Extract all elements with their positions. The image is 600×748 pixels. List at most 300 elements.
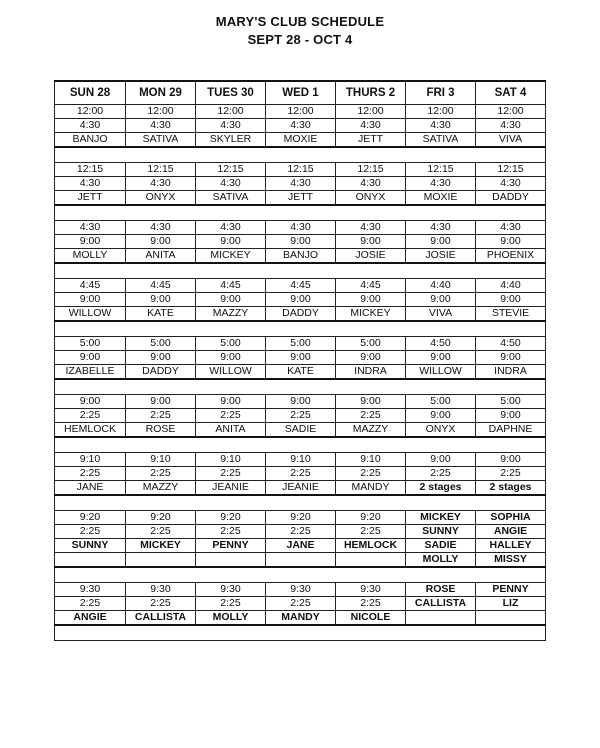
spacer-cell xyxy=(126,321,196,337)
time-cell: 9:00 xyxy=(406,453,476,467)
performer-cell: MICKEY xyxy=(196,249,266,264)
time-cell: 2:25 xyxy=(336,597,406,611)
spacer-cell xyxy=(126,625,196,641)
end-time-row xyxy=(55,235,546,249)
performer-cell: SADIE xyxy=(406,539,476,553)
time-cell: 9:00 xyxy=(55,351,126,365)
spacer-row xyxy=(55,205,546,221)
time-cell: 12:00 xyxy=(336,105,406,119)
empty-cell xyxy=(126,553,196,568)
time-cell: 4:50 xyxy=(406,337,476,351)
end-time-row xyxy=(55,597,546,611)
time-cell: 9:00 xyxy=(196,395,266,409)
spacer-cell xyxy=(196,379,266,395)
start-time-row xyxy=(55,337,546,351)
end-time-row xyxy=(55,351,546,365)
time-cell: 2:25 xyxy=(55,467,126,481)
performer-cell: MAZZY xyxy=(336,423,406,438)
day-header-row xyxy=(55,81,546,105)
empty-cell xyxy=(55,553,126,568)
performer-cell: BANJO xyxy=(55,133,126,148)
empty-cell xyxy=(266,553,336,568)
time-cell: 9:00 xyxy=(55,395,126,409)
spacer-cell xyxy=(266,495,336,511)
performer-cell: SATIVA xyxy=(126,133,196,148)
spacer-cell xyxy=(336,567,406,583)
time-cell: 9:30 xyxy=(55,583,126,597)
time-cell: 9:20 xyxy=(266,511,336,525)
time-cell: 2:25 xyxy=(406,467,476,481)
performer-cell: MOLLY xyxy=(196,611,266,626)
time-cell: 2:25 xyxy=(266,525,336,539)
time-cell: 2:25 xyxy=(336,409,406,423)
time-cell: 2:25 xyxy=(126,525,196,539)
time-cell: 4:30 xyxy=(196,177,266,191)
time-cell: 9:30 xyxy=(336,583,406,597)
time-cell: 2:25 xyxy=(266,467,336,481)
spacer-cell xyxy=(406,263,476,279)
spacer-cell xyxy=(196,147,266,163)
time-cell: 9:00 xyxy=(126,293,196,307)
spacer-row xyxy=(55,379,546,395)
start-time-row xyxy=(55,395,546,409)
spacer-cell xyxy=(476,205,546,221)
spacer-cell xyxy=(336,147,406,163)
time-cell: 12:00 xyxy=(196,105,266,119)
spacer-cell xyxy=(406,567,476,583)
performer-cell: MICKEY xyxy=(336,307,406,322)
performer-row xyxy=(55,553,546,568)
time-cell: 9:00 xyxy=(406,351,476,365)
performer-cell: JANE xyxy=(266,539,336,553)
time-cell: 2:25 xyxy=(336,467,406,481)
trailing-row xyxy=(55,625,546,641)
spacer-cell xyxy=(406,625,476,641)
spacer-cell xyxy=(196,625,266,641)
spacer-cell xyxy=(336,205,406,221)
spacer-cell xyxy=(266,379,336,395)
spacer-row xyxy=(55,147,546,163)
time-cell: 4:30 xyxy=(126,221,196,235)
time-cell: 5:00 xyxy=(55,337,126,351)
spacer-cell xyxy=(55,263,126,279)
empty-cell xyxy=(406,611,476,626)
performer-cell: SKYLER xyxy=(196,133,266,148)
spacer-cell xyxy=(55,567,126,583)
performer-row xyxy=(55,365,546,380)
spacer-cell xyxy=(55,495,126,511)
time-cell: 9:00 xyxy=(336,395,406,409)
performer-cell: SUNNY xyxy=(406,525,476,539)
performer-cell: PENNY xyxy=(196,539,266,553)
time-cell: 9:00 xyxy=(55,293,126,307)
spacer-cell xyxy=(196,437,266,453)
performer-cell: SATIVA xyxy=(406,133,476,148)
time-cell: 9:00 xyxy=(196,351,266,365)
spacer-cell xyxy=(476,263,546,279)
time-cell: 12:00 xyxy=(55,105,126,119)
spacer-cell xyxy=(476,147,546,163)
time-cell: 4:30 xyxy=(266,221,336,235)
performer-cell: ONYX xyxy=(406,423,476,438)
time-cell: 5:00 xyxy=(126,337,196,351)
spacer-cell xyxy=(196,495,266,511)
spacer-cell xyxy=(266,147,336,163)
start-time-row xyxy=(55,583,546,597)
time-cell: 4:30 xyxy=(126,119,196,133)
end-time-row xyxy=(55,467,546,481)
spacer-cell xyxy=(266,567,336,583)
spacer-row xyxy=(55,321,546,337)
time-cell: 9:00 xyxy=(196,235,266,249)
time-cell: 4:30 xyxy=(55,119,126,133)
performer-cell: ONYX xyxy=(126,191,196,206)
time-cell: 2:25 xyxy=(55,409,126,423)
time-cell: 2:25 xyxy=(196,525,266,539)
time-cell: 4:30 xyxy=(476,119,546,133)
spacer-cell xyxy=(406,321,476,337)
schedule-table xyxy=(54,80,546,641)
time-cell: 9:00 xyxy=(196,293,266,307)
time-cell: 2:25 xyxy=(126,597,196,611)
time-cell: 9:00 xyxy=(476,235,546,249)
performer-cell: JOSIE xyxy=(406,249,476,264)
performer-cell: HEMLOCK xyxy=(55,423,126,438)
time-cell: 12:15 xyxy=(476,163,546,177)
performer-cell: STEVIE xyxy=(476,307,546,322)
spacer-cell xyxy=(476,321,546,337)
performer-row xyxy=(55,481,546,496)
performer-cell: WILLOW xyxy=(406,365,476,380)
spacer-cell xyxy=(55,147,126,163)
time-cell: 12:15 xyxy=(55,163,126,177)
spacer-row xyxy=(55,263,546,279)
spacer-cell xyxy=(476,437,546,453)
performer-cell: JOSIE xyxy=(336,249,406,264)
time-cell: 12:00 xyxy=(476,105,546,119)
performer-cell: MANDY xyxy=(266,611,336,626)
schedule-title: MARY'S CLUB SCHEDULE xyxy=(215,14,385,29)
time-cell: 5:00 xyxy=(476,395,546,409)
performer-cell: ONYX xyxy=(336,191,406,206)
performer-cell: KATE xyxy=(126,307,196,322)
performer-cell: MAZZY xyxy=(196,307,266,322)
start-time-row xyxy=(55,279,546,293)
time-cell: 4:45 xyxy=(266,279,336,293)
performer-cell: DADDY xyxy=(476,191,546,206)
performer-cell: MOLLY xyxy=(406,553,476,568)
spacer-cell xyxy=(406,205,476,221)
performer-cell: KATE xyxy=(266,365,336,380)
performer-cell: ROSE xyxy=(126,423,196,438)
performer-cell: MISSY xyxy=(476,553,546,568)
spacer-cell xyxy=(406,379,476,395)
performer-cell: MOXIE xyxy=(266,133,336,148)
time-cell: 9:00 xyxy=(266,395,336,409)
performer-row xyxy=(55,191,546,206)
performer-cell: WILLOW xyxy=(55,307,126,322)
end-time-row xyxy=(55,525,546,539)
schedule-date-range: SEPT 28 - OCT 4 xyxy=(247,32,353,47)
empty-cell xyxy=(336,553,406,568)
spacer-cell xyxy=(196,567,266,583)
performer-cell: JEANIE xyxy=(196,481,266,496)
time-cell: 4:30 xyxy=(406,177,476,191)
time-cell: 5:00 xyxy=(196,337,266,351)
spacer-cell xyxy=(476,625,546,641)
spacer-cell xyxy=(196,205,266,221)
performer-cell: MICKEY xyxy=(406,511,476,525)
time-cell: 9:00 xyxy=(476,293,546,307)
performer-cell: MAZZY xyxy=(126,481,196,496)
performer-cell: SADIE xyxy=(266,423,336,438)
time-cell: 9:00 xyxy=(476,453,546,467)
spacer-cell xyxy=(476,567,546,583)
time-cell: 4:30 xyxy=(406,221,476,235)
performer-cell: MICKEY xyxy=(126,539,196,553)
spacer-cell xyxy=(266,625,336,641)
performer-cell: SUNNY xyxy=(55,539,126,553)
spacer-cell xyxy=(406,147,476,163)
time-cell: 9:00 xyxy=(476,351,546,365)
spacer-cell xyxy=(336,625,406,641)
day-header: TUES 30 xyxy=(196,81,266,105)
time-cell: 9:30 xyxy=(126,583,196,597)
performer-cell: VIVA xyxy=(476,133,546,148)
time-cell: 4:45 xyxy=(126,279,196,293)
time-cell: 9:00 xyxy=(55,235,126,249)
spacer-cell xyxy=(336,321,406,337)
time-cell: 5:00 xyxy=(266,337,336,351)
performer-cell: ANGIE xyxy=(55,611,126,626)
spacer-row xyxy=(55,567,546,583)
time-cell: 4:40 xyxy=(476,279,546,293)
spacer-cell xyxy=(55,625,126,641)
time-cell: 12:15 xyxy=(336,163,406,177)
performer-cell: ANGIE xyxy=(476,525,546,539)
performer-cell: PHOENIX xyxy=(476,249,546,264)
spacer-cell xyxy=(406,437,476,453)
time-cell: 5:00 xyxy=(406,395,476,409)
time-cell: 9:20 xyxy=(126,511,196,525)
time-cell: 4:30 xyxy=(196,221,266,235)
time-cell: 9:20 xyxy=(55,511,126,525)
performer-row xyxy=(55,611,546,626)
time-cell: 2:25 xyxy=(55,597,126,611)
empty-cell xyxy=(476,611,546,626)
time-cell: 12:00 xyxy=(406,105,476,119)
time-cell: 9:10 xyxy=(126,453,196,467)
time-cell: 4:30 xyxy=(55,221,126,235)
time-cell: 9:00 xyxy=(406,235,476,249)
time-cell: 12:15 xyxy=(196,163,266,177)
time-cell: 2:25 xyxy=(196,467,266,481)
time-cell: 9:00 xyxy=(336,235,406,249)
time-cell: 9:00 xyxy=(266,351,336,365)
performer-row xyxy=(55,539,546,553)
performer-cell: JANE xyxy=(55,481,126,496)
performer-cell: MOXIE xyxy=(406,191,476,206)
performer-cell: MANDY xyxy=(336,481,406,496)
time-cell: 12:15 xyxy=(266,163,336,177)
performer-cell: MOLLY xyxy=(55,249,126,264)
time-cell: 9:00 xyxy=(336,351,406,365)
day-header: WED 1 xyxy=(266,81,336,105)
day-header: FRI 3 xyxy=(406,81,476,105)
performer-row xyxy=(55,249,546,264)
performer-cell: HALLEY xyxy=(476,539,546,553)
performer-cell: 2 stages xyxy=(406,481,476,496)
performer-cell: 2 stages xyxy=(476,481,546,496)
performer-cell: DAPHNE xyxy=(476,423,546,438)
time-cell: 4:50 xyxy=(476,337,546,351)
spacer-cell xyxy=(126,205,196,221)
spacer-cell xyxy=(336,379,406,395)
spacer-cell xyxy=(266,205,336,221)
performer-cell: PENNY xyxy=(476,583,546,597)
time-cell: 4:30 xyxy=(476,177,546,191)
time-cell: 4:45 xyxy=(336,279,406,293)
time-cell: 2:25 xyxy=(126,409,196,423)
time-cell: 9:30 xyxy=(266,583,336,597)
time-cell: 9:00 xyxy=(126,395,196,409)
spacer-cell xyxy=(406,495,476,511)
day-header: THURS 2 xyxy=(336,81,406,105)
spacer-cell xyxy=(266,437,336,453)
time-cell: 9:00 xyxy=(126,351,196,365)
time-cell: 4:30 xyxy=(336,119,406,133)
spacer-row xyxy=(55,495,546,511)
spacer-cell xyxy=(55,205,126,221)
time-cell: 9:30 xyxy=(196,583,266,597)
spacer-cell xyxy=(126,147,196,163)
performer-row xyxy=(55,133,546,148)
time-cell: 12:00 xyxy=(126,105,196,119)
performer-cell: IZABELLE xyxy=(55,365,126,380)
performer-cell: VIVA xyxy=(406,307,476,322)
time-cell: 9:10 xyxy=(336,453,406,467)
time-cell: 4:30 xyxy=(266,119,336,133)
start-time-row xyxy=(55,163,546,177)
time-cell: 2:25 xyxy=(55,525,126,539)
performer-cell: DADDY xyxy=(266,307,336,322)
performer-cell: HEMLOCK xyxy=(336,539,406,553)
performer-cell: CALLISTA xyxy=(406,597,476,611)
time-cell: 12:00 xyxy=(266,105,336,119)
time-cell: 2:25 xyxy=(336,525,406,539)
spacer-row xyxy=(55,437,546,453)
time-cell: 2:25 xyxy=(476,467,546,481)
time-cell: 2:25 xyxy=(266,597,336,611)
performer-cell: CALLISTA xyxy=(126,611,196,626)
time-cell: 9:20 xyxy=(336,511,406,525)
spacer-cell xyxy=(196,321,266,337)
performer-cell: JEANIE xyxy=(266,481,336,496)
performer-cell: LIZ xyxy=(476,597,546,611)
time-cell: 4:30 xyxy=(266,177,336,191)
end-time-row xyxy=(55,119,546,133)
time-cell: 9:00 xyxy=(126,235,196,249)
spacer-cell xyxy=(55,437,126,453)
time-cell: 4:30 xyxy=(476,221,546,235)
spacer-cell xyxy=(126,379,196,395)
time-cell: 9:10 xyxy=(266,453,336,467)
time-cell: 4:45 xyxy=(55,279,126,293)
performer-cell: JETT xyxy=(266,191,336,206)
spacer-cell xyxy=(336,495,406,511)
end-time-row xyxy=(55,177,546,191)
performer-cell: WILLOW xyxy=(196,365,266,380)
start-time-row xyxy=(55,105,546,119)
performer-cell: ANITA xyxy=(196,423,266,438)
time-cell: 2:25 xyxy=(196,597,266,611)
end-time-row xyxy=(55,293,546,307)
performer-cell: JETT xyxy=(336,133,406,148)
end-time-row xyxy=(55,409,546,423)
time-cell: 9:00 xyxy=(266,293,336,307)
time-cell: 4:30 xyxy=(196,119,266,133)
time-cell: 4:40 xyxy=(406,279,476,293)
time-cell: 9:00 xyxy=(336,293,406,307)
time-cell: 9:00 xyxy=(266,235,336,249)
empty-cell xyxy=(196,553,266,568)
time-cell: 12:15 xyxy=(406,163,476,177)
spacer-cell xyxy=(336,263,406,279)
time-cell: 4:30 xyxy=(126,177,196,191)
time-cell: 9:00 xyxy=(406,409,476,423)
day-header: SUN 28 xyxy=(55,81,126,105)
time-cell: 2:25 xyxy=(126,467,196,481)
performer-cell: ROSE xyxy=(406,583,476,597)
day-header: SAT 4 xyxy=(476,81,546,105)
performer-cell: INDRA xyxy=(476,365,546,380)
time-cell: 4:30 xyxy=(336,221,406,235)
start-time-row xyxy=(55,453,546,467)
spacer-cell xyxy=(196,263,266,279)
start-time-row xyxy=(55,511,546,525)
spacer-cell xyxy=(126,437,196,453)
spacer-cell xyxy=(126,495,196,511)
spacer-cell xyxy=(336,437,406,453)
time-cell: 2:25 xyxy=(266,409,336,423)
start-time-row xyxy=(55,221,546,235)
time-cell: 4:45 xyxy=(196,279,266,293)
time-cell: 12:15 xyxy=(126,163,196,177)
performer-cell: INDRA xyxy=(336,365,406,380)
performer-cell: JETT xyxy=(55,191,126,206)
time-cell: 4:30 xyxy=(55,177,126,191)
time-cell: 9:00 xyxy=(476,409,546,423)
time-cell: 9:10 xyxy=(55,453,126,467)
spacer-cell xyxy=(266,321,336,337)
performer-cell: SOPHIA xyxy=(476,511,546,525)
time-cell: 5:00 xyxy=(336,337,406,351)
performer-cell: DADDY xyxy=(126,365,196,380)
performer-cell: BANJO xyxy=(266,249,336,264)
spacer-cell xyxy=(126,263,196,279)
day-header: MON 29 xyxy=(126,81,196,105)
performer-cell: SATIVA xyxy=(196,191,266,206)
time-cell: 2:25 xyxy=(196,409,266,423)
time-cell: 9:10 xyxy=(196,453,266,467)
time-cell: 4:30 xyxy=(336,177,406,191)
performer-row xyxy=(55,423,546,438)
performer-cell: ANITA xyxy=(126,249,196,264)
spacer-cell xyxy=(55,379,126,395)
time-cell: 9:20 xyxy=(196,511,266,525)
performer-cell: NICOLE xyxy=(336,611,406,626)
time-cell: 9:00 xyxy=(406,293,476,307)
